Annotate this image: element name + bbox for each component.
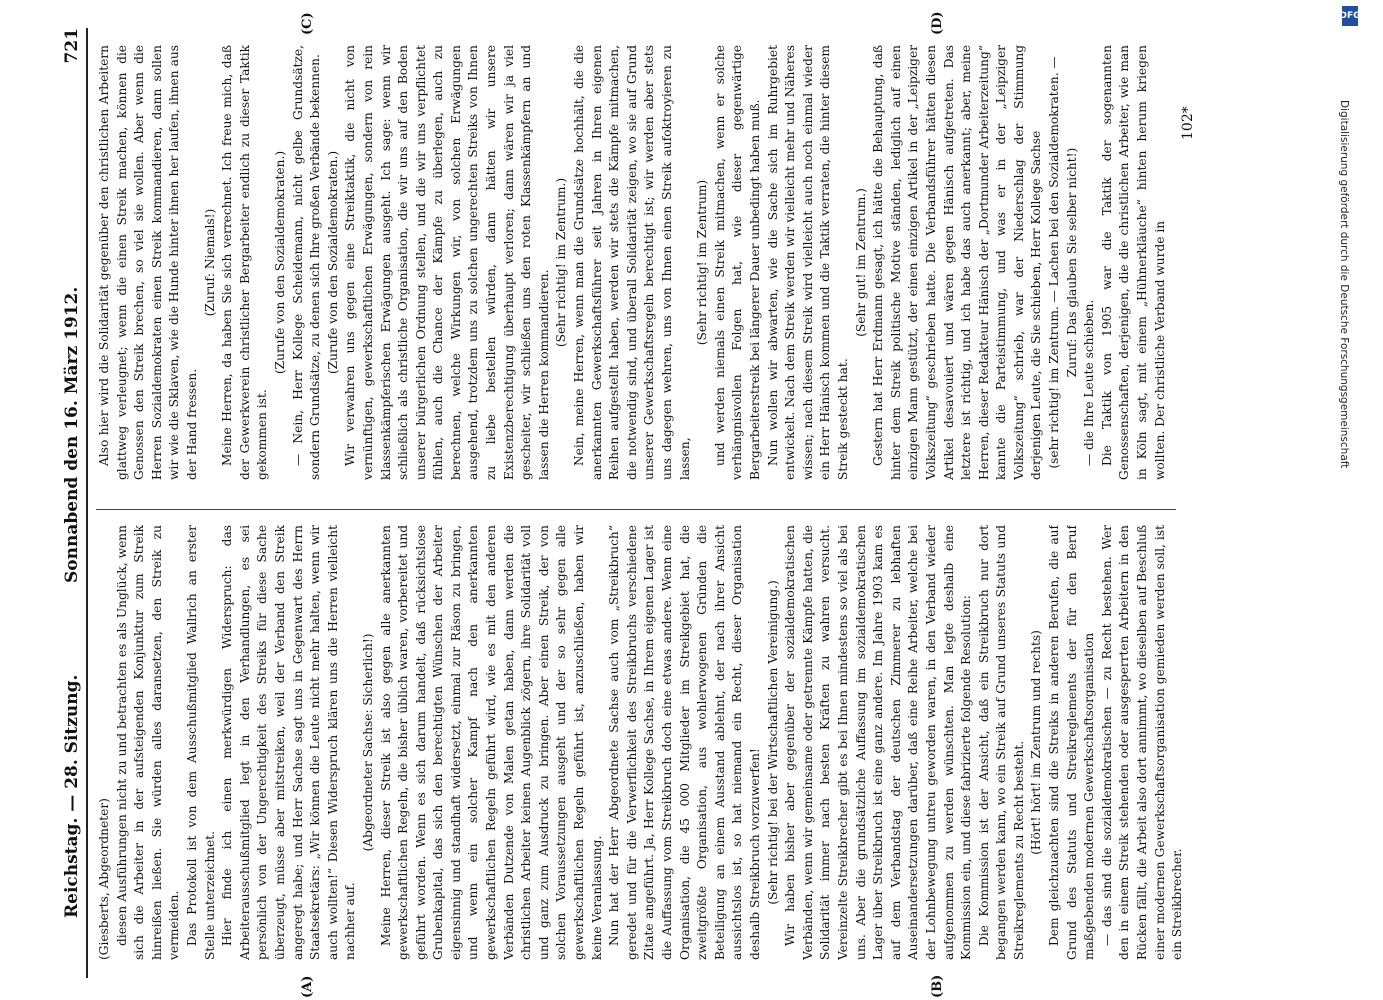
paragraph: Hier finde ich einen merkwürdigen Widerspruch: das Arbeiterausschußmitglied legt in den Verhandlungen, es sei persönlich von der Ungerechtigkeit des Streiks für diese Sache überzeugt, müsse aber mitstreiken, weil der Verband den Streik angeregt habe; und Herr Sachse sagt uns in Gegenwart des Herrn Staatsekretärs: „Wir können die Leute nicht mehr halten, wenn wir auch wollten!“ Diesen Widerspruch klären uns die Herren vielleicht nachher auf. bbox=[220, 525, 358, 960]
paragraph: — Nein, Herr Kollege Scheidemann, nicht gelbe Grundsätze, sondern Grundsätze, zu denen sich Ihre großen Verbände bekennen. bbox=[290, 45, 323, 480]
paragraph: (Hört! hört! im Zentrum und rechts) bbox=[1029, 630, 1044, 855]
dfg-logo: DFG bbox=[1342, 6, 1358, 26]
paragraph: (Giesberts, Abgeordneter) bbox=[97, 798, 111, 960]
paragraph: Nun hat der Herr Abgeordnete Sachse auch vom „Streikbruch“ geredet und für die Verwerflichkeit des Streikbruchs verschiedene Zitate angeführt. Ja, Herr Kollege Sachse, in Ihrem eigenen Lager ist die Auffassung vom Streikbruch doch eine etwas andere. Wenn eine Organisation, die 45 000 Mitglieder im Streikgebiet hat, die zweitgrößte Organisation, aus wohlerwogenen Gründen die Beteiligung an einem Ausstand ablehnt, der nach ihrer Ansicht aussichtslos ist, so hat niemand ein Recht, dieser Organisation deshalb Streikbruch vorzuwerfen! bbox=[607, 525, 762, 960]
paragraph: (Sehr richtig! im Zentrum) bbox=[695, 179, 710, 346]
margin-mark-a: (A) bbox=[300, 975, 315, 998]
margin-mark-b: (B) bbox=[930, 974, 945, 998]
paragraph: diesen Ausführungen nicht zu und betrachten es als Unglück, wenn sich die Arbeiter in der aufsteigenden Konjunktur zum Streik hinreißen ließen. Sie würden alles daransetzen, den Streik zu vermeiden. bbox=[114, 525, 182, 960]
paragraph: Das Protokoll ist von dem Ausschußmitglied Wallrich an erster Stelle unterzeichnet. bbox=[184, 525, 217, 960]
paragraph: Gestern hat Herr Erdmann gesagt, ich hätte die Behauptung, daß hinter dem Streik politische Motive ständen, lediglich auf einen einzigen Mann gestützt, der einen einzigen Artikel in der „Leipziger Volkszeitung“ geschrieben hatte. Die Verbandsführer hätten diesen Artikel desavouiert und wären gegen Hänisch aufgetreten. Das letztere ist richtig, und ich habe das auch anerkannt; aber, meine Herren, dieser Redakteur Hänisch der „Dortmunder Arbeiterzeitung“ kannte die Parteistimmung, und was er in der „Leipziger Volkszeitung“ schrieb, war der Niederschlag der Stimmung derjenigen Leute, die Sie schieben, Herr Kollege Sachse bbox=[871, 45, 1044, 480]
paragraph: Nun wollen wir abwarten, wie die Sache sich im Ruhrgebiet entwickelt. Nach dem Streik werden wir vielleicht mehr und Näheres wissen; nach diesem Streik wird vielleicht auch noch einmal wieder ein Herr Hänisch kommen und die Taktik verraten, die hinter diesem Streik gesteckt hat. bbox=[765, 45, 850, 480]
header-left: Reichstag. — 28. Sitzung. bbox=[62, 674, 82, 918]
paragraph: (Sehr richtig! im Zentrum.) bbox=[554, 177, 569, 348]
paragraph: und werden niemals einen Streik mitmachen, wenn er solche verhängnisvollen Folgen hat, wie dieser gegenwärtige Bergarbeiterstreik bei längerer Dauer unbedingt haben muß. bbox=[712, 45, 762, 480]
paragraph: Wir haben bisher aber gegenüber der sozialdemokratischen Verbänden, wenn wir gemeinsame oder getrennte Kämpfe hatten, die Solidarität immer nach besten Kräften zu wahren versucht. Vereinzelte Streikbrecher gibt es bei Ihnen mindestens so viel als bei uns. Aber die grundsätzliche Auffassung im sozialdemokratischen Lager über Streikbruch ist eine ganz andere. Im Jahre 1903 kam es auf dem Verbandstag der deutschen Zimmerer zu lebhaften Auseinandersetzungen darüber, daß eine Reihe Arbeiter, welche bei der Lohnbewegung untreu geworden waren, in den Verband wieder aufgenommen zu werden wünschten. Man legte deshalb eine Kommission ein, und diese fabrizierte folgende Resolution: bbox=[783, 525, 974, 960]
paragraph: Wir verwahren uns gegen eine Streiktaktik, die nicht von vernünftigen, gewerkschaftlichen Erwägungen, sondern von rein klassenkämpferischen Erwägungen ausgeht. Ich sage: wenn wir schließlich als christliche Organisation, die wir uns auf den Boden unserer bürgerlichen Ordnung stellen, und die wir uns verpflichtet fühlen, auch die Chance der Kämpfe zu überlegen, auch zu berechnen, welche Wirkungen wir, von solchen Erwägungen ausgehend, trotzdem uns zu solchen ungerechten Streiks von Ihnen zu liebe bestellen würden, dann hätten wir unsere Existenzberechtigung überhaupt verloren; dann wären wir ja viel gescheiter, wir schließen uns den roten Klassenkämpfern an und lassen die Herren kommandieren. bbox=[343, 45, 551, 480]
paragraph: (Zurufe von den Sozialdemokraten.) bbox=[325, 150, 340, 375]
paragraph: (Sehr gut! im Zentrum.) bbox=[853, 188, 868, 337]
header-date: Sonnabend den 16. März 1912. bbox=[62, 286, 82, 583]
margin-mark-d: (D) bbox=[930, 11, 945, 35]
paragraph: (Zuruf: Niemals!) bbox=[202, 208, 217, 317]
paragraph: — die Ihre Leute schieben. bbox=[1082, 299, 1097, 466]
signature-mark: 102* bbox=[1180, 106, 1196, 140]
paragraph: Die Taktik von 1905 war die Taktik der sogenannten Genossenschaften, derjenigen, die die christlichen Arbeiter, wie man in Köln sagt, mit einem „Hühnerkläuche“ hinten herum kriegen wollten. Der christliche Verband wurde in bbox=[1099, 45, 1167, 480]
paragraph: — das sind die sozialdemokratischen — zu Recht bestehen. Wer den in einem Streik stehenden oder ausgesperrten Arbeitern in den Rücken fällt, die Arbeit also dort annimmt, wo dieselben auf Beschluß einer modernen Gewerkschaftsorganisation gemieden werden soll, ist ein Streikbrecher. bbox=[1099, 525, 1185, 960]
dfg-credit: Digitalisierung gefördert durch die Deutsche Forschungsgemeinschaft bbox=[1338, 100, 1350, 469]
paragraph: Meine Herren, da haben Sie sich verrechnet. Ich freue mich, daß der Gewerkverein christlicher Bergarbeiter endlich zu dieser Taktik gekommen ist. bbox=[220, 45, 270, 480]
paragraph: Dem gleichzuachten sind die Streiks in anderen Berufen, die auf Grund des Statuts und Streikreglements der für den Beruf maßgebenden modernen Gewerkschaftsorganisation bbox=[1047, 525, 1097, 960]
paragraph: (sehr richtig! im Zentrum. — Lachen bei den Sozialdemokraten. — Zuruf: Das glauben Sie selber nicht!) bbox=[1047, 56, 1079, 469]
column-divider bbox=[96, 509, 1176, 510]
paragraph: (Zurufe von den Sozialdemokraten.) bbox=[272, 150, 287, 375]
left-column bbox=[96, 525, 1196, 960]
paragraph: (Sehr richtig! bei der Wirtschaftlichen Vereinigung.) bbox=[765, 580, 780, 905]
right-column bbox=[96, 45, 1196, 480]
page-header bbox=[60, 28, 88, 978]
margin-mark-c: (C) bbox=[300, 12, 315, 35]
paragraph: Also hier wird die Solidarität gegenüber den christlichen Arbeitern glattweg verleugnet; wenn die einen Streik machen, können die Genossen den Streik brechen, so viel sie wollen. Aber wenn die Herren Sozialdemokraten einen Streik kommandieren, dann sollen wir wie die Sklaven, wie die Hunde hinter ihnen her laufen, ihnen aus der Hand fressen. bbox=[97, 45, 199, 480]
paragraph: Nein, meine Herren, wenn man die Grundsätze hochhält, die die anerkannten Gewerkschaftsführer seit Jahren in Ihren eigenen Reihen aufgestellt haben, werden wir stets die Kämpfe mitmachen, die notwendig sind, und überall Solidarität zeigen, wo sie auf Grund unserer Gewerkschaftsregeln berechtigt ist; wir werden aber stets uns dagegen wehren, uns von Ihnen einen Streik aufoktroyieren zu lassen, bbox=[572, 45, 692, 480]
paragraph: (Abgeordneter Sachse: Sicherlich!) bbox=[360, 633, 375, 852]
paragraph: Meine Herren, dieser Streik ist also gegen alle anerkannten gewerkschaftlichen Regeln, die bisher üblich waren, vorbereitet und geführt worden. Wenn es sich darum handelt, daß rücksichtslose Grubenkapital, das sich den berechtigten Wünschen der Arbeiter eigensinnig und standhaft widersetzt, einmal zur Räson zu bringen, und wenn ein solcher Kampf nach den anerkannten gewerkschaftlichen Regeln geführt wird, wie es mit den anderen Verbänden Dutzende von Malen getan haben, dann werden die christlichen Arbeiter keinen Augenblick zögern, ihre Solidarität voll und ganz zum Ausdruck zu bringen. Aber einen Streik, der von solchen Voraussetzungen ausgeht und der so sehr gegen alle gewerkschaftlichen Regeln geführt ist, anzuschließen, haben wir keine Veranlassung. bbox=[378, 525, 604, 960]
paragraph: Die Kommission ist der Ansicht, daß ein Streikbruch nur dort begangen werden kann, wo ein Streik auf Grund unseres Statuts und Streikreglements zu Recht besteht. bbox=[976, 525, 1026, 960]
page-number: 721 bbox=[62, 28, 82, 64]
